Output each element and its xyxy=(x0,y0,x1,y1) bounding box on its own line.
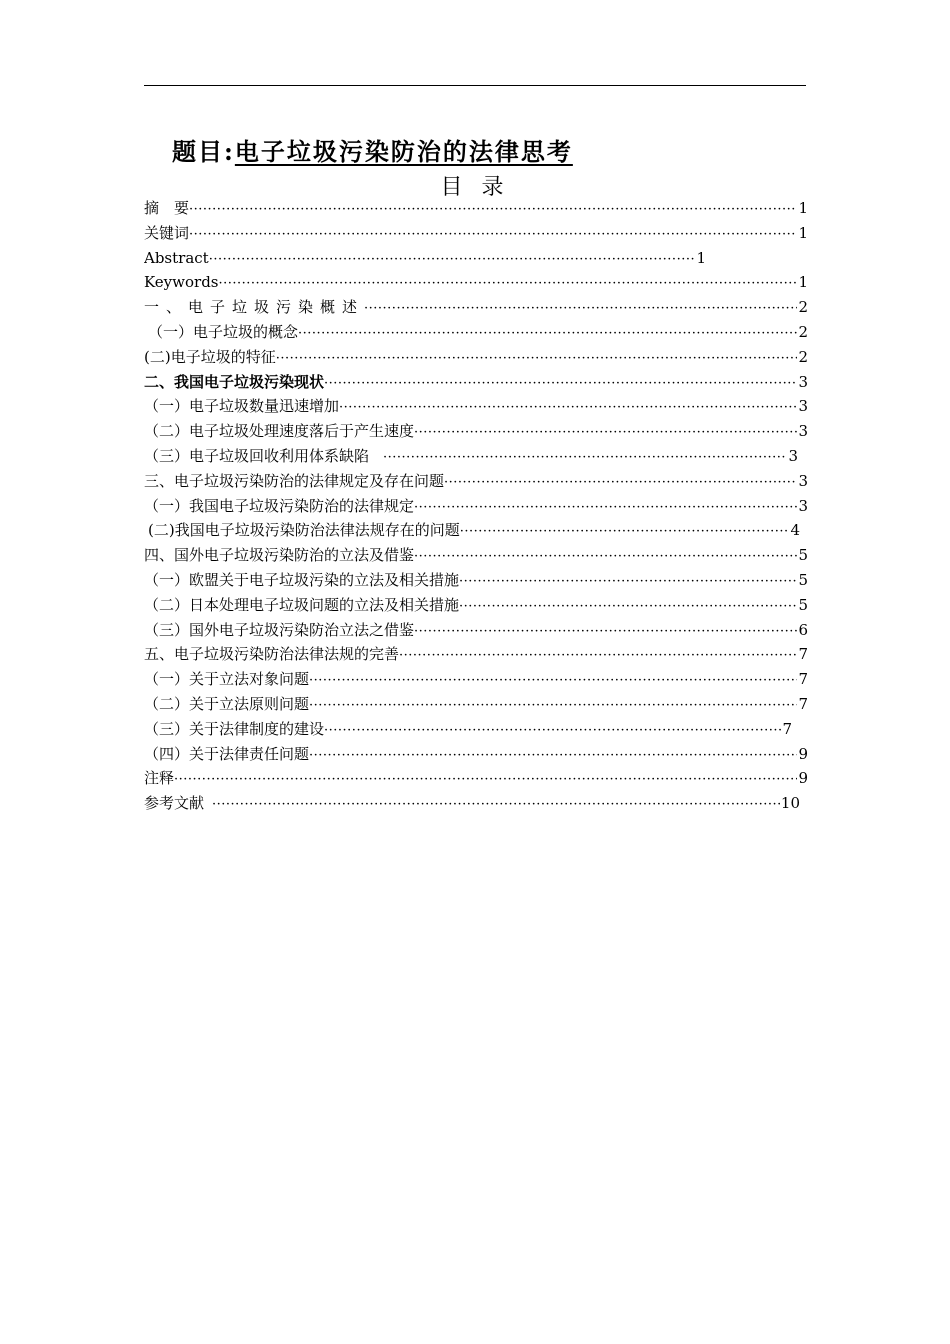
toc-leader xyxy=(309,669,797,692)
toc-entry-page: 6 xyxy=(798,620,808,639)
title-text: 电子垃圾污染防治的法律思考 xyxy=(234,137,573,166)
toc-entry-page: 10 xyxy=(780,794,800,813)
toc-entry-page: 9 xyxy=(798,744,808,763)
toc-heading: 目 录 xyxy=(440,175,510,200)
toc-leader xyxy=(219,272,798,295)
toc-entry-label: 关键词 xyxy=(144,223,190,242)
toc-entry-page: 3 xyxy=(788,446,798,465)
toc-entry[interactable] xyxy=(144,419,808,444)
toc-leader xyxy=(414,496,797,519)
toc-leader xyxy=(189,223,797,246)
toc-leader xyxy=(324,719,781,742)
toc-entry-label: （一）电子垃圾数量迅速增加 xyxy=(144,397,340,416)
toc-entry-page: 5 xyxy=(798,546,808,565)
toc-leader xyxy=(204,793,780,816)
toc-entry-page: 3 xyxy=(798,372,808,391)
toc-entry[interactable] xyxy=(144,246,706,271)
toc-leader xyxy=(189,198,797,221)
toc-entry[interactable] xyxy=(144,518,800,543)
toc-entry-label: 参考文献 xyxy=(144,794,205,813)
toc-leader xyxy=(339,396,797,419)
toc-entry[interactable] xyxy=(144,221,808,246)
toc-entry[interactable] xyxy=(144,642,808,667)
toc-entry[interactable] xyxy=(144,196,808,221)
toc-entry-label: 三、电子垃圾污染防治的法律规定及存在问题 xyxy=(144,471,445,490)
toc-entry[interactable] xyxy=(144,791,800,816)
toc-leader xyxy=(276,347,798,370)
toc-leader xyxy=(460,520,790,543)
toc-entry-page: 1 xyxy=(798,273,808,292)
toc-entry-label: （二）日本处理电子垃圾问题的立法及相关措施 xyxy=(144,595,460,614)
toc-entry[interactable] xyxy=(144,394,808,419)
toc-entry-label: （一）我国电子垃圾污染防治的法律规定 xyxy=(144,496,415,515)
toc-leader xyxy=(399,644,797,667)
title-prefix: 题目: xyxy=(172,137,235,166)
toc-leader xyxy=(414,421,797,444)
toc-entry-label: （三）国外电子垃圾污染防治立法之借鉴 xyxy=(144,620,415,639)
toc-entry-label: （三）关于法律制度的建设 xyxy=(144,719,325,738)
toc-entry-label: （二）电子垃圾处理速度落后于产生速度 xyxy=(144,422,415,441)
toc-entry[interactable] xyxy=(144,494,808,519)
toc-leader xyxy=(364,297,797,320)
toc-entry-page: 1 xyxy=(798,199,808,217)
toc-entry[interactable] xyxy=(144,742,808,767)
toc-entry-page: 1 xyxy=(696,248,706,267)
toc-entry-label: (二)电子垃圾的特征 xyxy=(144,347,276,366)
toc-entry-page: 2 xyxy=(798,322,808,341)
toc-entry-label: （三）电子垃圾回收利用体系缺陷 xyxy=(144,446,370,465)
toc-entry-label: 五、电子垃圾污染防治法律法规的完善 xyxy=(144,645,400,664)
toc-leader xyxy=(298,322,797,345)
toc-entry-page: 2 xyxy=(798,298,808,317)
toc-leader xyxy=(309,744,797,767)
toc-entry[interactable] xyxy=(144,444,798,469)
toc-entry-label: 四、国外电子垃圾污染防治的立法及借鉴 xyxy=(144,546,415,565)
toc-entry-page: 3 xyxy=(798,471,808,490)
toc-entry-page: 7 xyxy=(782,719,792,738)
header-rule xyxy=(144,85,806,86)
toc-entry-page: 1 xyxy=(798,223,808,242)
toc-entry[interactable] xyxy=(144,295,808,320)
toc-entry[interactable] xyxy=(144,593,808,618)
toc-entry-label: （四）关于法律责任问题 xyxy=(144,744,310,763)
toc-entry-page: 5 xyxy=(798,595,808,614)
toc-entry[interactable] xyxy=(144,568,808,593)
toc-leader xyxy=(209,248,696,271)
toc-entry-page: 3 xyxy=(798,397,808,416)
toc-leader xyxy=(459,570,797,593)
toc-entry-label: （一）欧盟关于电子垃圾污染的立法及相关措施 xyxy=(144,570,460,589)
toc-entry-label: 摘 要 xyxy=(144,199,190,217)
toc-entry-label: Abstract xyxy=(144,248,209,267)
toc-entry-label: （二）关于立法原则问题 xyxy=(144,694,310,713)
table-of-contents xyxy=(144,196,808,816)
toc-entry[interactable] xyxy=(144,320,808,345)
toc-entry-page: 2 xyxy=(798,347,808,366)
toc-entry[interactable] xyxy=(144,469,808,494)
toc-entry-label: （一）电子垃圾的概念 xyxy=(148,322,299,341)
toc-entry[interactable] xyxy=(144,345,808,370)
document-title xyxy=(172,132,573,167)
toc-leader xyxy=(174,768,797,791)
toc-leader xyxy=(459,595,797,618)
toc-entry[interactable] xyxy=(144,667,808,692)
toc-entry-page: 7 xyxy=(798,645,808,664)
toc-entry-page: 3 xyxy=(798,422,808,441)
toc-entry[interactable] xyxy=(144,717,792,742)
toc-entry-label: 一、电子垃圾污染概述 xyxy=(144,298,365,317)
toc-entry-label: 二、我国电子垃圾污染现状 xyxy=(144,372,325,391)
toc-entry[interactable] xyxy=(144,766,808,791)
toc-entry[interactable] xyxy=(144,270,808,295)
toc-entry-label: Keywords xyxy=(144,273,219,292)
toc-leader xyxy=(309,694,797,717)
toc-entry[interactable] xyxy=(144,543,808,568)
toc-entry[interactable] xyxy=(144,692,808,717)
toc-entry-page: 3 xyxy=(798,496,808,515)
toc-entry[interactable] xyxy=(144,370,808,395)
toc-entry[interactable] xyxy=(144,618,808,643)
toc-entry-page: 7 xyxy=(798,694,808,713)
toc-leader xyxy=(369,446,787,469)
toc-entry-page: 4 xyxy=(790,521,800,540)
toc-leader xyxy=(414,545,797,568)
toc-entry-label: (二)我国电子垃圾污染防治法律法规存在的问题 xyxy=(148,521,460,540)
toc-entry-page: 7 xyxy=(798,670,808,689)
toc-leader xyxy=(414,620,797,643)
toc-entry-page: 5 xyxy=(798,570,808,589)
toc-leader xyxy=(324,372,797,395)
toc-entry-label: （一）关于立法对象问题 xyxy=(144,670,310,689)
toc-entry-label: 注释 xyxy=(144,769,175,788)
toc-entry-page: 9 xyxy=(798,769,808,788)
toc-leader xyxy=(444,471,797,494)
